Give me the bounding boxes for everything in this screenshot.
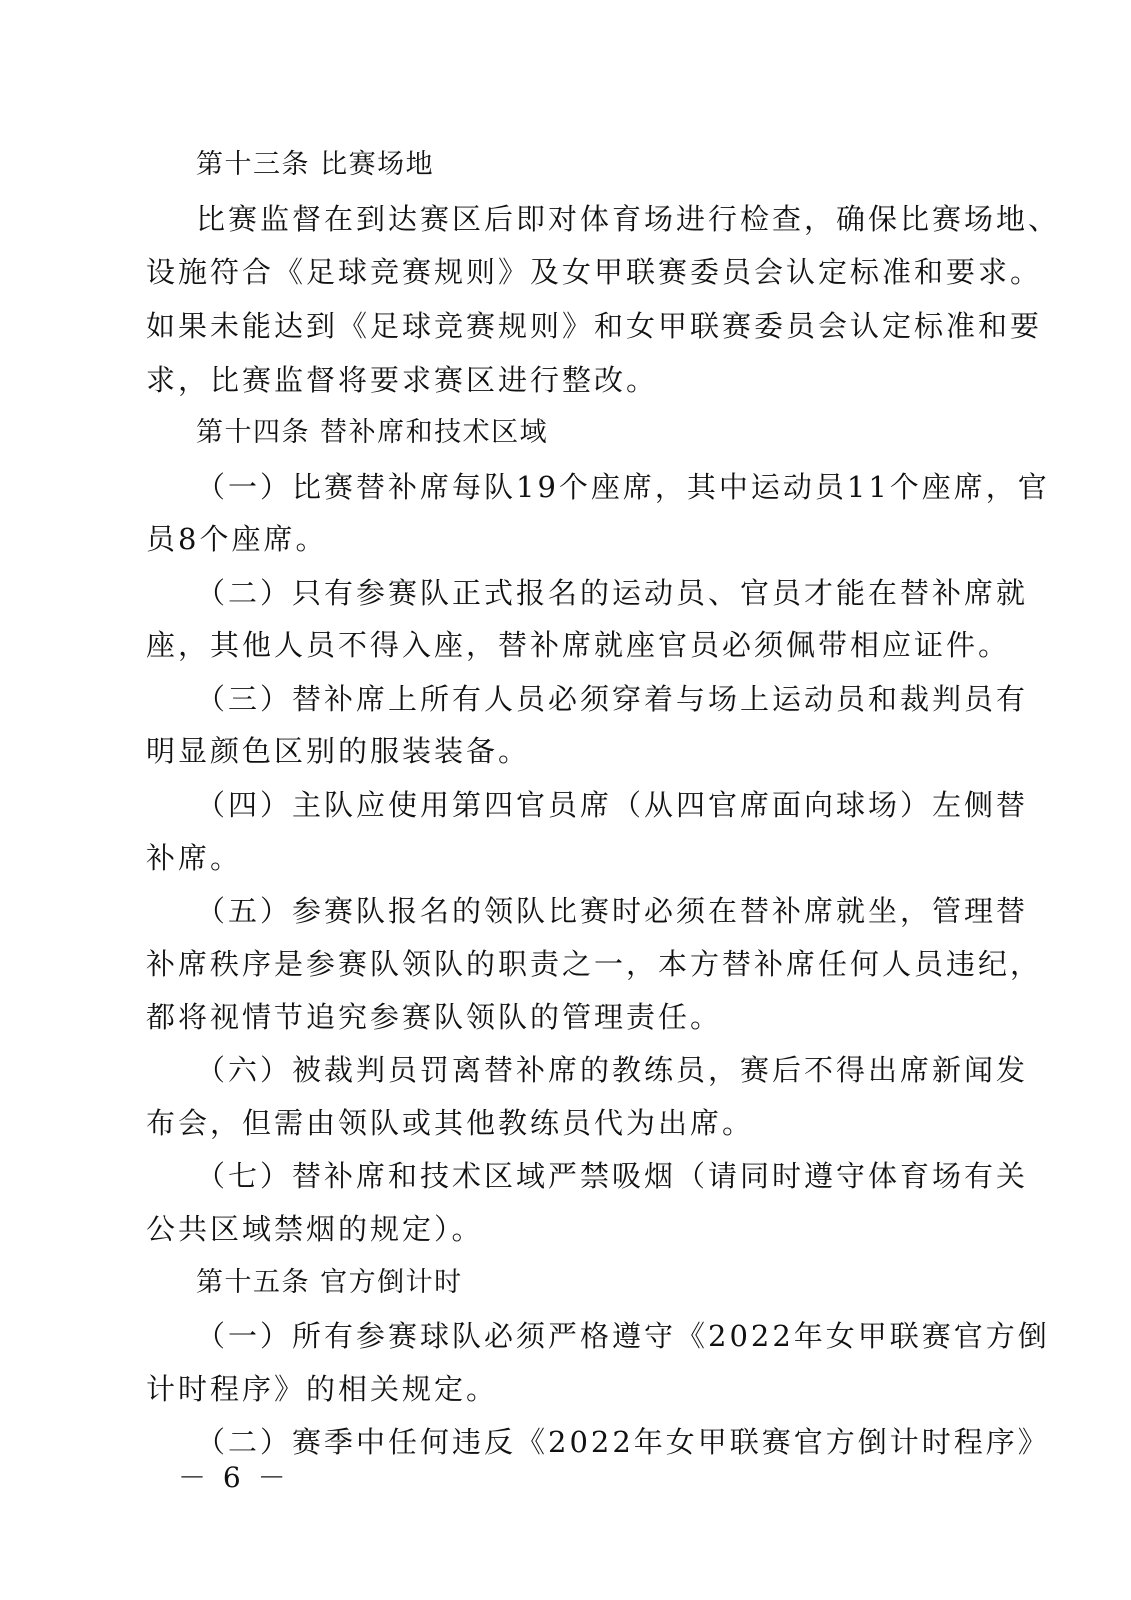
paragraph-line: （七）替补席和技术区域严禁吸烟（请同时遵守体育场有关 (196, 1159, 1029, 1193)
article-13-heading: 第十三条 比赛场地 (196, 149, 435, 180)
paragraph-line: （一）所有参赛球队必须严格遵守《2022年女甲联赛官方倒 (196, 1319, 1050, 1353)
paragraph-line: 比赛监督在到达赛区后即对体育场进行检查，确保比赛场地、 (196, 202, 1061, 236)
paragraph-line: （四）主队应使用第四官员席（从四官席面向球场）左侧替 (196, 788, 1029, 822)
article-15-heading: 第十五条 官方倒计时 (196, 1267, 463, 1298)
paragraph-line: 员8个座席。 (146, 522, 328, 556)
paragraph-line: 计时程序》的相关规定。 (146, 1372, 499, 1406)
paragraph-line: （三）替补席上所有人员必须穿着与场上运动员和裁判员有 (196, 682, 1029, 716)
paragraph-line: 都将视情节追究参赛队领队的管理责任。 (146, 1000, 723, 1034)
paragraph-line: （二）赛季中任何违反《2022年女甲联赛官方倒计时程序》 (196, 1425, 1050, 1459)
paragraph-line: 如果未能达到《足球竞赛规则》和女甲联赛委员会认定标准和要 (146, 309, 1043, 343)
page-number: － 6 － (178, 1461, 290, 1494)
paragraph-line: 明显颜色区别的服装装备。 (146, 734, 531, 768)
paragraph-line: 公共区域禁烟的规定）。 (146, 1212, 484, 1246)
paragraph-line: 求，比赛监督将要求赛区进行整改。 (146, 363, 659, 397)
paragraph-line: （一）比赛替补席每队19个座席，其中运动员11个座席，官 (196, 470, 1050, 504)
paragraph-line: （五）参赛队报名的领队比赛时必须在替补席就坐，管理替 (196, 894, 1029, 928)
paragraph-line: 补席。 (146, 841, 243, 875)
paragraph-line: 布会，但需由领队或其他教练员代为出席。 (146, 1106, 755, 1140)
paragraph-line: （二）只有参赛队正式报名的运动员、官员才能在替补席就 (196, 576, 1029, 610)
paragraph-line: 设施符合《足球竞赛规则》及女甲联赛委员会认定标准和要求。 (146, 255, 1043, 289)
paragraph-line: 补席秩序是参赛队领队的职责之一，本方替补席任何人员违纪， (146, 947, 1043, 981)
paragraph-line: 座，其他人员不得入座，替补席就座官员必须佩带相应证件。 (146, 628, 1011, 662)
article-14-heading: 第十四条 替补席和技术区域 (196, 417, 549, 448)
paragraph-line: （六）被裁判员罚离替补席的教练员，赛后不得出席新闻发 (196, 1053, 1029, 1087)
